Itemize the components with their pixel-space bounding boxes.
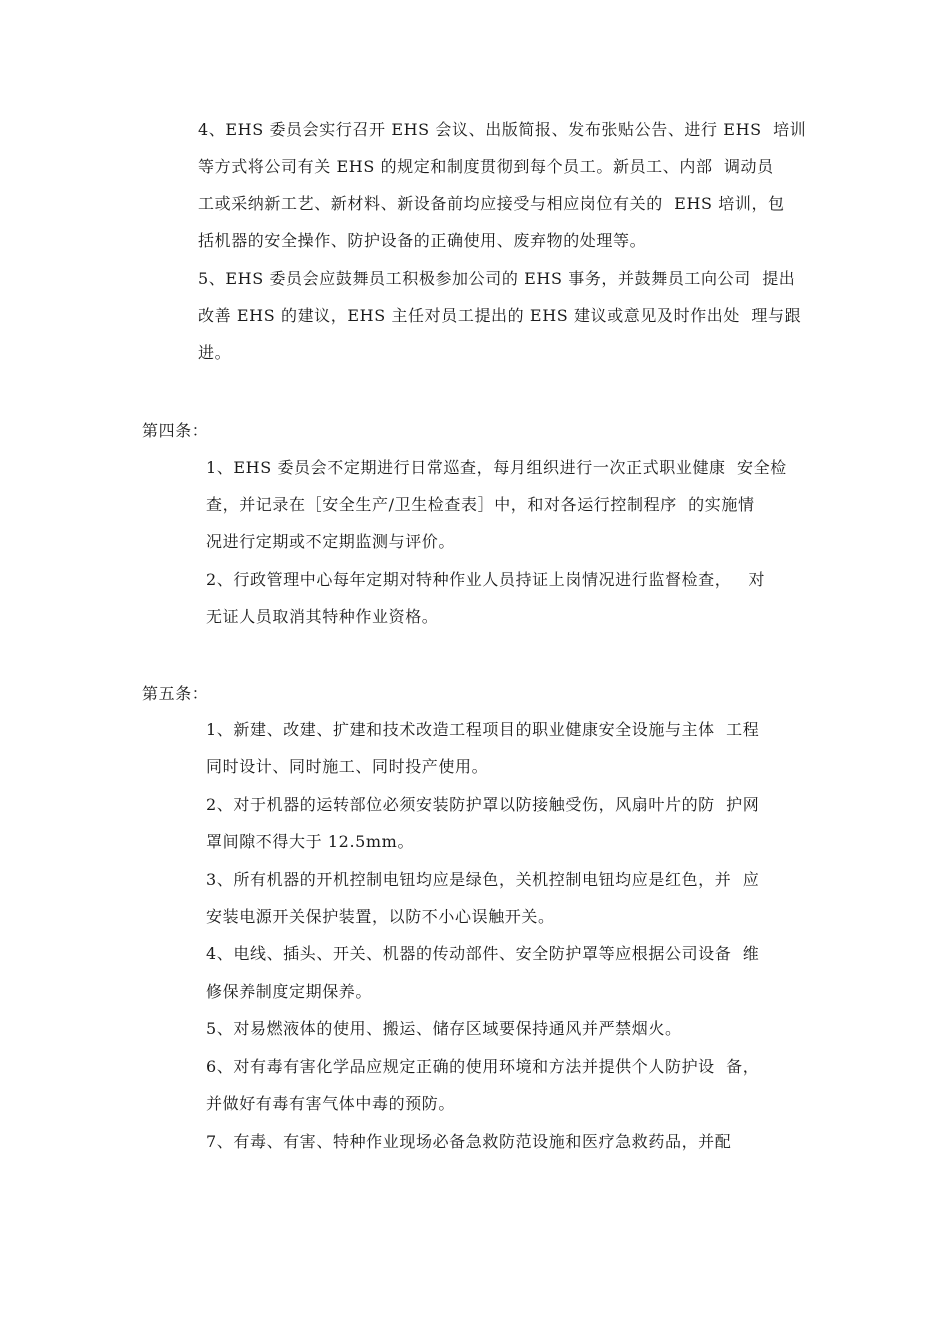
s3-item4-line3: 工或采纳新工艺、新材料、新设备前均应接受与相应岗位有关的 EHS 培训，包: [198, 194, 785, 213]
s3-item4-line4: 括机器的安全操作、防护设备的正确使用、废弃物的处理等。: [198, 231, 647, 250]
s5-item1-line2: 同时设计、同时施工、同时投产使用。: [206, 757, 489, 776]
s3-item4-line1: 4、EHS 委员会实行召开 EHS 会议、出版简报、发布张贴公告、进行 EHS 培训: [198, 120, 807, 139]
s4-item1-line2: 查，并记录在［安全生产/卫生检查表］中，和对各运行控制程序 的实施情: [206, 495, 755, 514]
section5-heading: 第五条：: [142, 684, 209, 703]
s3-item5-line3: 进。: [198, 343, 232, 362]
s4-item2-line1: 2、行政管理中心每年定期对特种作业人员持证上岗情况进行监督检查， 对: [206, 570, 766, 589]
s4-item2-line2: 无证人员取消其特种作业资格。: [206, 607, 439, 626]
s4-item1-line1: 1、EHS 委员会不定期进行日常巡查，每月组织进行一次正式职业健康 安全检: [206, 458, 787, 477]
s5-item6-line1: 6、对有毒有害化学品应规定正确的使用环境和方法并提供个人防护设 备，: [206, 1057, 760, 1076]
s4-item1-line3: 况进行定期或不定期监测与评价。: [206, 532, 456, 551]
s5-item5-line1: 5、对易燃液体的使用、搬运、储存区域要保持通风并严禁烟火。: [206, 1019, 682, 1038]
s5-item4-line2: 修保养制度定期保养。: [206, 982, 373, 1001]
s5-item7-line1: 7、有毒、有害、特种作业现场必备急救防范设施和医疗急救药品，并配: [206, 1132, 732, 1151]
s5-item4-line1: 4、电线、插头、开关、机器的传动部件、安全防护罩等应根据公司设备 维: [206, 944, 760, 963]
s5-item3-line2: 安装电源开关保护装置，以防不小心误触开关。: [206, 907, 555, 926]
section4-heading: 第四条：: [142, 421, 209, 440]
s5-item6-line2: 并做好有毒有害气体中毒的预防。: [206, 1094, 456, 1113]
s3-item5-line1: 5、EHS 委员会应鼓舞员工积极参加公司的 EHS 事务，并鼓舞员工向公司 提出: [198, 269, 796, 288]
s5-item1-line1: 1、新建、改建、扩建和技术改造工程项目的职业健康安全设施与主体 工程: [206, 720, 760, 739]
s5-item2-line1: 2、对于机器的运转部位必须安装防护罩以防接触受伤，风扇叶片的防 护网: [206, 795, 760, 814]
s5-item3-line1: 3、所有机器的开机控制电钮均应是绿色，关机控制电钮均应是红色，并 应: [206, 870, 760, 889]
s3-item4-line2: 等方式将公司有关 EHS 的规定和制度贯彻到每个员工。新员工、内部 调动员: [198, 157, 774, 176]
s3-item5-line2: 改善 EHS 的建议，EHS 主任对员工提出的 EHS 建议或意见及时作出处 理与跟: [198, 306, 802, 325]
s5-item2-line2: 罩间隙不得大于 12.5mm。: [206, 832, 415, 851]
